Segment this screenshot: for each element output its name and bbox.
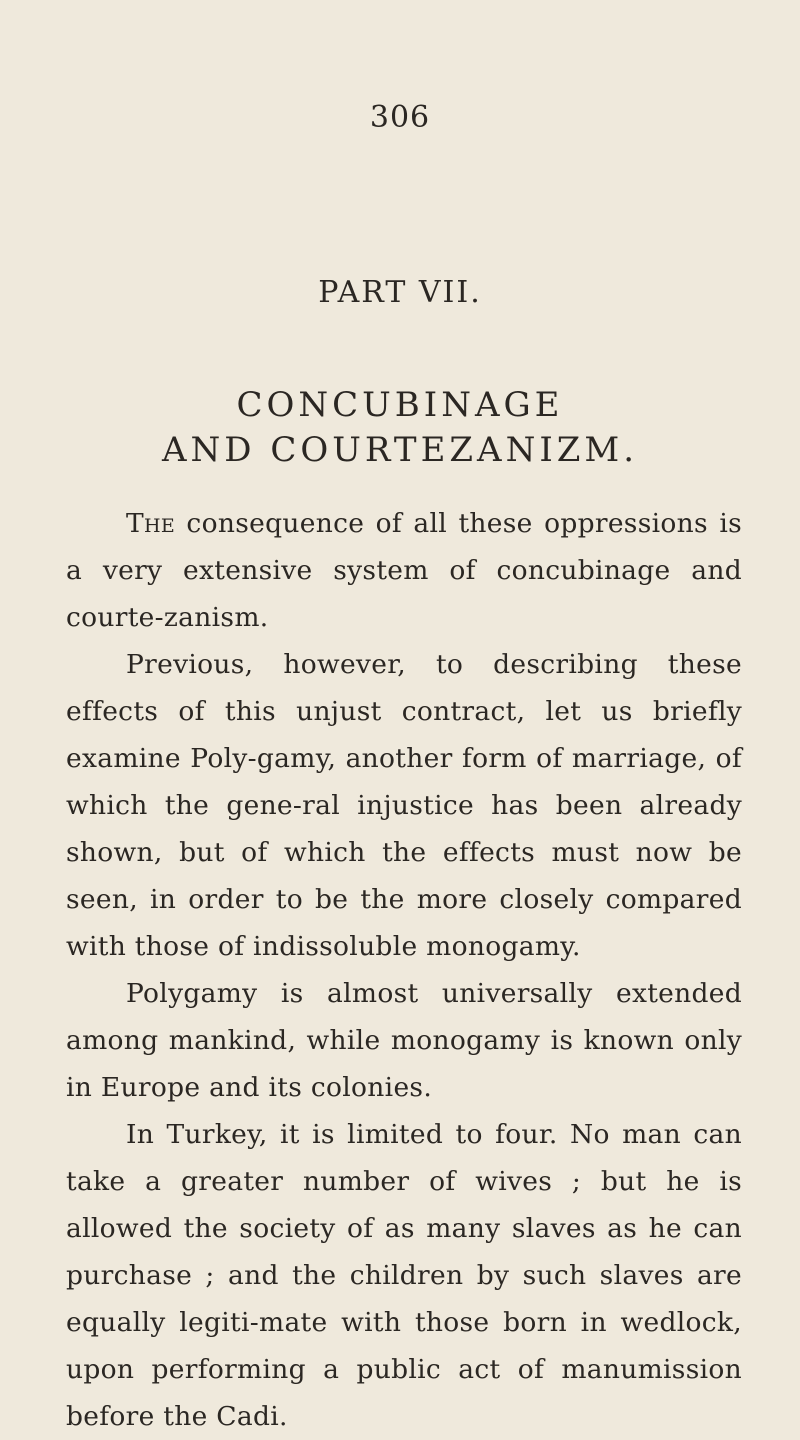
paragraph-text: Previous, however, to describing these effects of this unjust contract, let us briefly examine Poly-gamy, another form of marriage, of which the gene-ral injustice has been already shown, but of which the effects must now be seen, in order to be the more closely compared with those of indissoluble monogamy. — [66, 649, 742, 962]
chapter-title-line-1: CONCUBINAGE — [236, 385, 564, 425]
paragraph-text: Polygamy is almost universally extended among mankind, while monogamy is known only in Europe and its colonies. — [66, 978, 742, 1103]
paragraph-text: In Turkey, it is limited to four. No man can take a greater number of wives ; but he is allowed the society of as many slaves as he can purchase ; and the children by such slaves are equally legiti-mate with those born in wedlock, upon performing a public act of manumission before the Cadi. — [66, 1119, 742, 1432]
paragraph-lead: The — [126, 508, 176, 539]
page-number: 306 — [369, 100, 431, 135]
chapter-title-line-2: AND COURTEZANIZM. — [161, 430, 639, 470]
paragraph — [66, 500, 742, 641]
paragraph-text: consequence of all these oppressions is a very extensive system of concubinage and courte-zanism. — [66, 508, 742, 633]
paragraph — [66, 641, 742, 970]
paragraph — [66, 970, 742, 1111]
paragraph — [66, 1111, 742, 1440]
part-heading: PART VII. — [318, 275, 482, 310]
body-text — [66, 500, 742, 1440]
